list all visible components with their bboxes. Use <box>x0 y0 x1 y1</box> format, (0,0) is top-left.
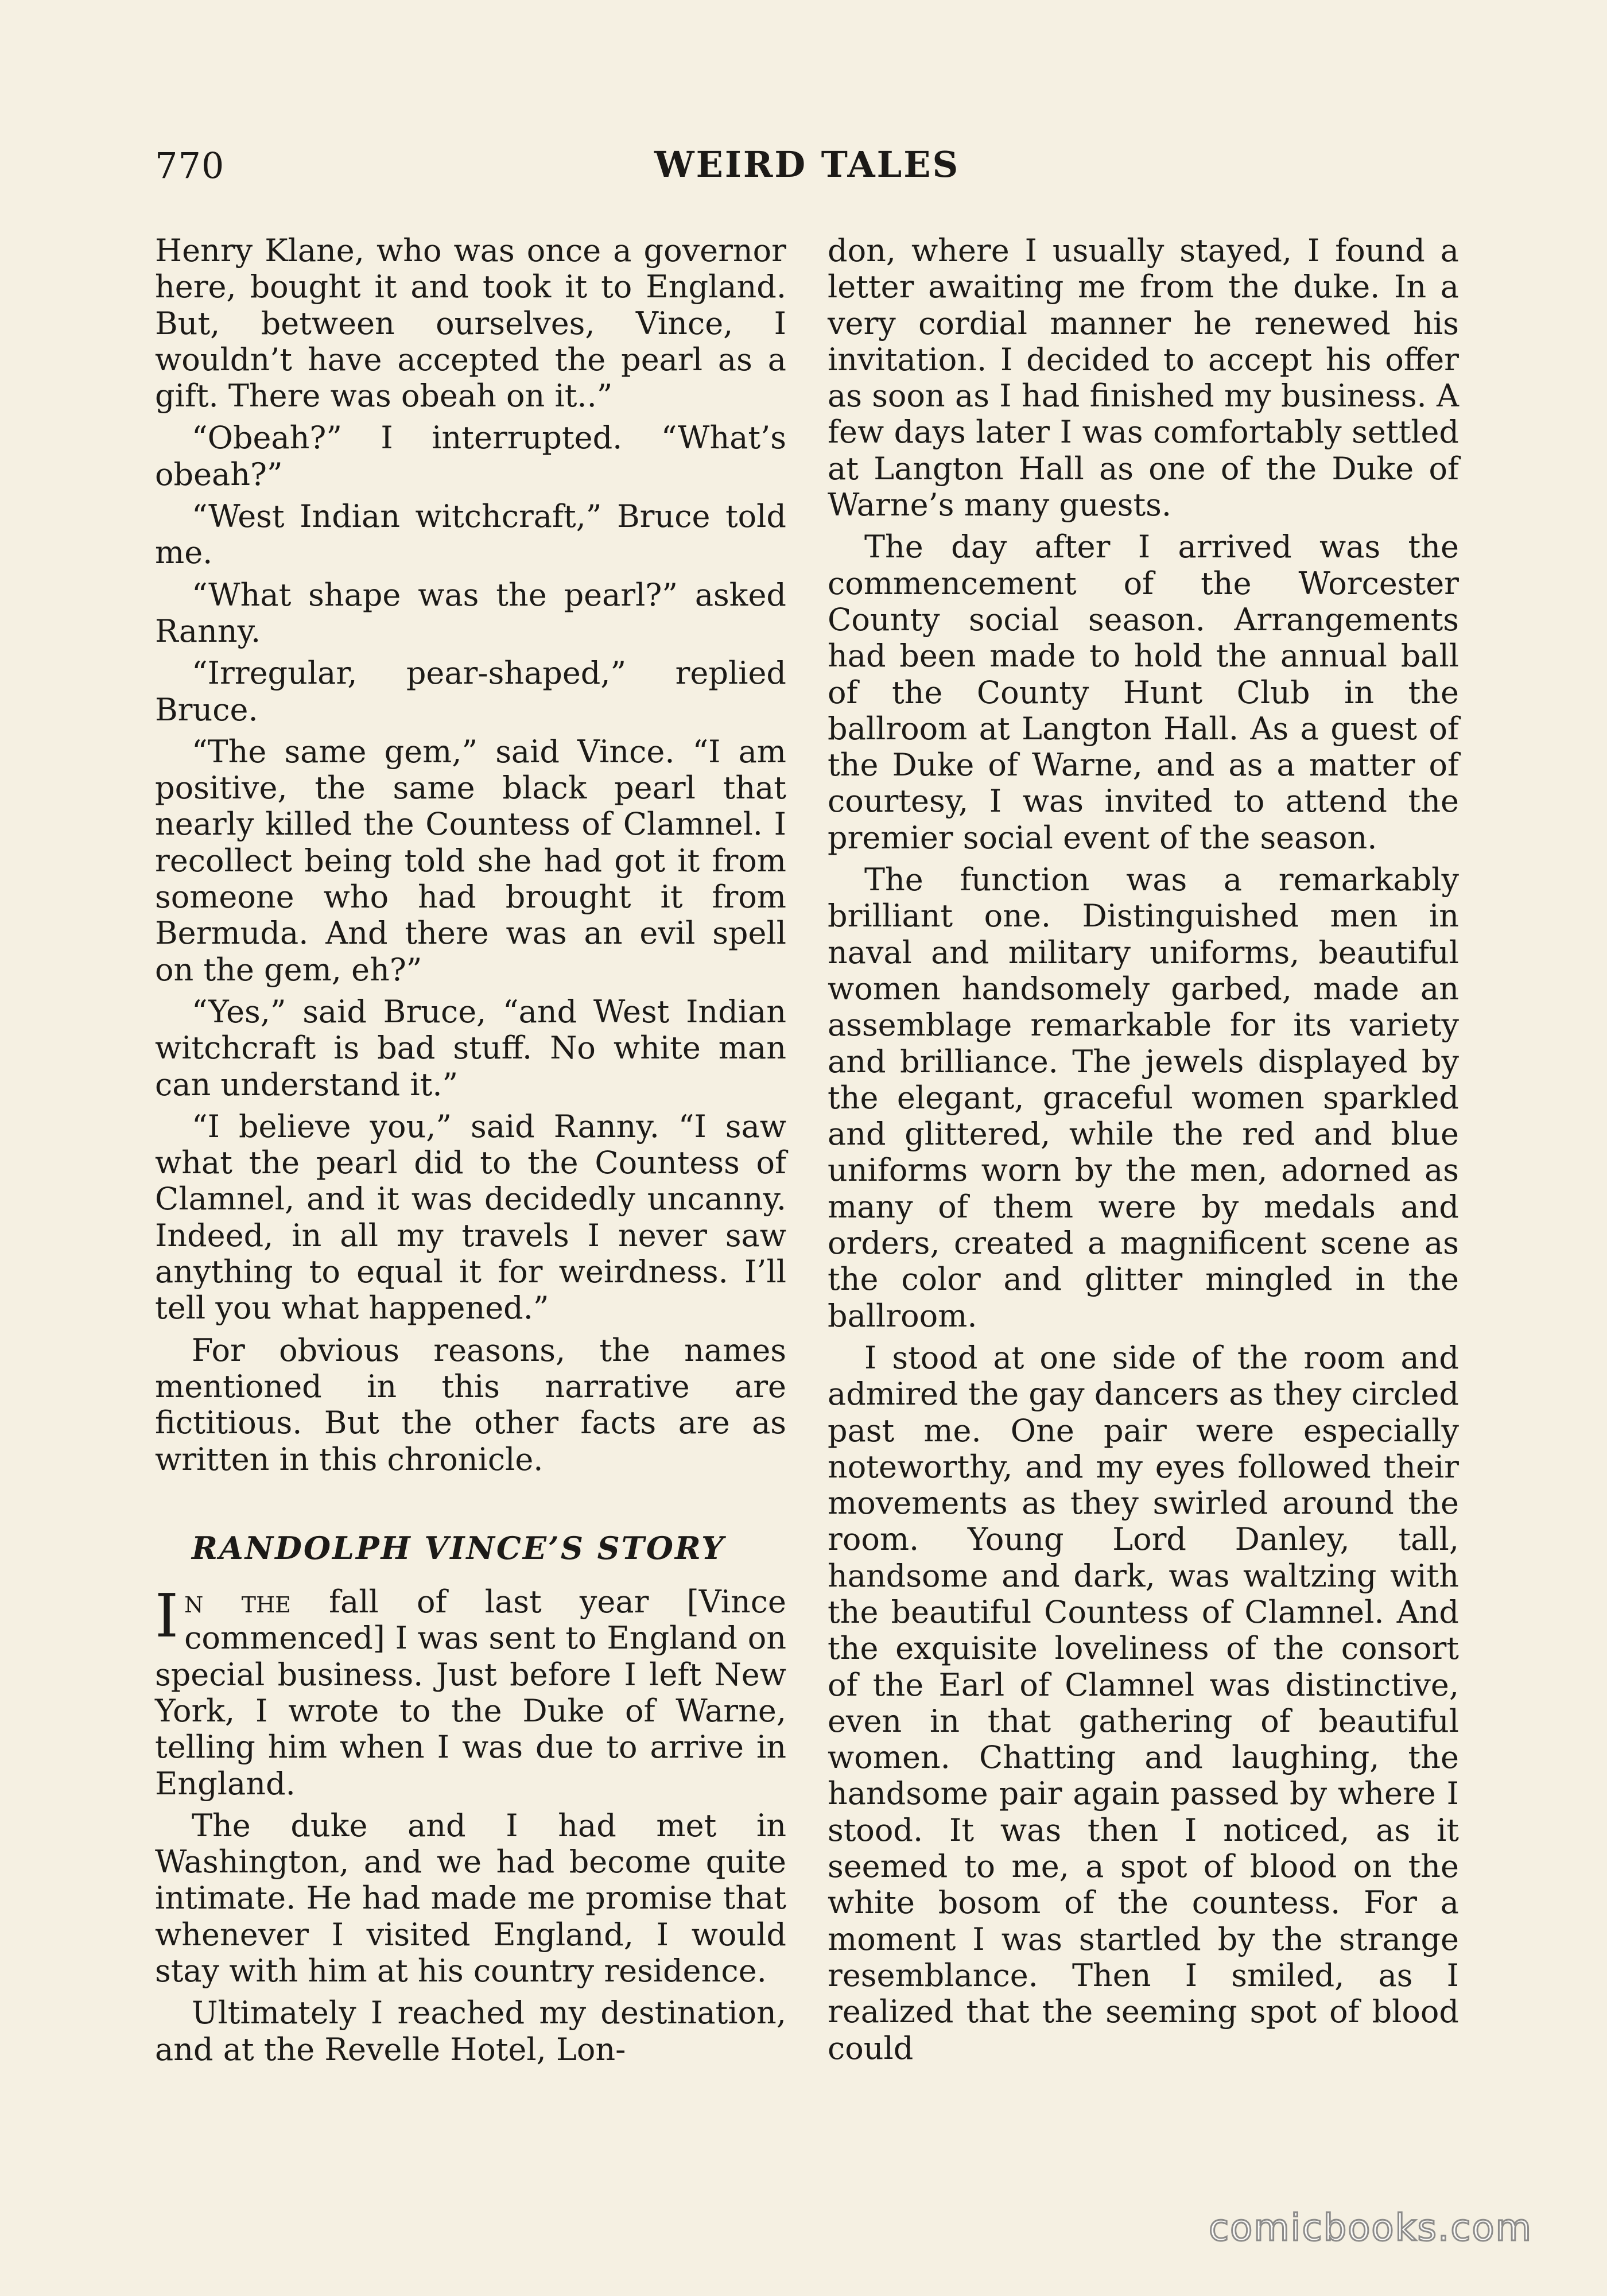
paragraph: “Yes,” said Bruce, “and West Indian witchcraft is bad stuff. No white man can understand it.” <box>155 993 786 1103</box>
drop-cap: I <box>155 1581 179 1651</box>
paragraph: “West Indian witchcraft,” Bruce told me. <box>155 498 786 571</box>
paragraph: For obvious reasons, the names mentioned in this narrative are fictitious. But the other facts are as written in this chronicle. <box>155 1332 786 1477</box>
paragraph: “The same gem,” said Vince. “I am positive, the same black pearl that nearly killed the Countess of Clamnel. I recollect being told she had got it from someone who had brought it from Bermuda. And there was an evil spell on the gem, eh?” <box>155 733 786 988</box>
paragraph: “Obeah?” I interrupted. “What’s obeah?” <box>155 420 786 492</box>
paragraph: Ultimately I reached my destination, and at the Revelle Hotel, Lon- <box>155 1995 786 2068</box>
paragraph: don, where I usually stayed, I found a letter awaiting me from the duke. In a very cordial manner he renewed his invitation. I decided to accept his offer as soon as I had finished my business. A few days later I was comfortably settled at Langton Hall as one of the Duke of Warne’s many guests. <box>828 232 1459 523</box>
paragraph: I stood at one side of the room and admired the gay dancers as they circled past me. One pair were especially noteworthy, and my eyes followed their movements as they swirled around the room. Young Lord Danley, tall, handsome and dark, was waltzing with the beautiful Countess of Clamnel. And the exquisite loveliness of the consort of the Earl of Clamnel was distinctive, even in that gathering of beautiful women. Chatting and laughing, the handsome pair again passed by where I stood. It was then I noticed, as it seemed to me, a spot of blood on the white bosom of the countess. For a moment I was startled by the strange resemblance. Then I smiled, as I realized that the seeming spot of blood could <box>828 1339 1459 2066</box>
running-head: WEIRD TALES <box>654 144 960 185</box>
watermark: comicbooks.com <box>1208 2207 1532 2250</box>
paragraph: Henry Klane, who was once a governor here, bought it and took it to England. But, between ourselves, Vince, I wouldn’t have accepted the pearl as a gift. There was obeah on it..” <box>155 232 786 414</box>
small-caps-lead: n the <box>184 1584 291 1620</box>
paragraph: “What shape was the pearl?” asked Ranny. <box>155 576 786 649</box>
paragraph: The duke and I had met in Washington, and we had become quite intimate. He had made me promise that whenever I visited England, I would stay with him at his country residence. <box>155 1807 786 1989</box>
paragraph: The day after I arrived was the commencement of the Worcester County social season. Arrangements had been made to hold the annual ball of the County Hunt Club in the ballroom at Langton Hall. As a guest of the Duke of Warne, and as a matter of courtesy, I was invited to attend the premier social event of the season. <box>828 529 1459 856</box>
paragraph: “Irregular, pear-shaped,” replied Bruce. <box>155 655 786 728</box>
section-heading: RANDOLPH VINCE’S STORY <box>192 1529 725 1566</box>
paragraph: The function was a remarkably brilliant one. Distinguished men in naval and military uniforms, beautiful women handsomely garbed, made an assemblage remarkable for its variety and brilliance. The jewels displayed by the elegant, graceful women sparkled and glittered, while the red and blue uniforms worn by the men, adorned as many of them were by medals and orders, created a magnificent scene as the color and glitter mingled in the ballroom. <box>828 862 1459 1334</box>
left-column <box>155 232 786 2073</box>
paragraph: “I believe you,” said Ranny. “I saw what the pearl did to the Countess of Clamnel, and it was decidedly uncanny. Indeed, in all my travels I never saw anything to equal it for weirdness. I’ll tell you what happened.” <box>155 1108 786 1327</box>
paragraph-text: fall of last year [Vince commenced] I was sent to England on special business. Just before I left New York, I wrote to the Duke of Warne, telling him when I was due to arrive in England. <box>155 1584 787 1802</box>
right-column <box>828 232 1459 2072</box>
page-number: 770 <box>155 145 225 187</box>
opening-paragraph <box>155 1581 787 1802</box>
